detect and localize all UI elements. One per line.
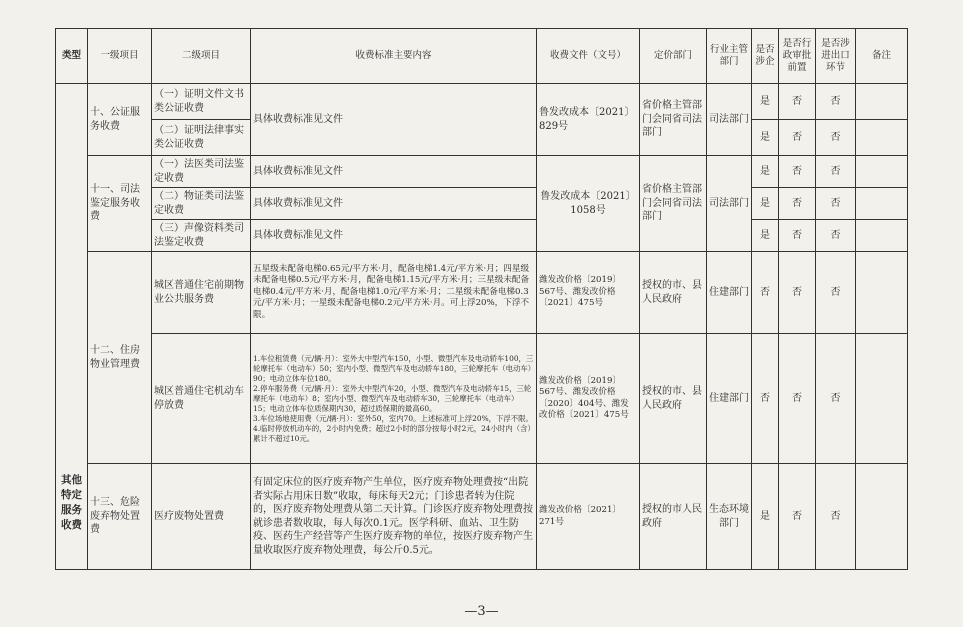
table-row [56, 252, 908, 334]
header-approval: 是否行政审批前置 [779, 29, 816, 84]
approval-cell: 否 [779, 156, 816, 188]
approval-cell: 否 [779, 464, 816, 570]
enterprise-cell: 是 [752, 84, 779, 120]
content-cell: 具体收费标准见文件 [251, 156, 537, 188]
doc-cell: 鲁发改成本〔2021〕829号 [537, 84, 640, 156]
dept-cell: 授权的市、县人民政府 [640, 252, 707, 334]
level2-cell: （三）声像资料类司法鉴定收费 [152, 220, 251, 252]
remarks-cell [856, 252, 908, 334]
header-dept: 定价部门 [640, 29, 707, 84]
doc-cell: 潍发改价格〔2021〕271号 [537, 464, 640, 570]
content-line: 4.临时停放机动车的，2小时内免费；超过2小时的部分按每小时2元，24小时内（含）累计不超过10元。 [253, 423, 532, 443]
industry-cell: 住建部门 [707, 252, 752, 334]
table-row [56, 220, 908, 252]
level1-cell: 十、公证服务收费 [88, 84, 152, 156]
dept-cell: 省价格主管部门会同省司法部门 [640, 156, 707, 252]
table-row [56, 464, 908, 570]
dept-cell: 授权的市、县人民政府 [640, 334, 707, 464]
header-level1: 一级项目 [88, 29, 152, 84]
header-row [56, 29, 908, 84]
level1-cell: 十一、司法鉴定服务收费 [88, 156, 152, 252]
content-line: 3.车位场地使用费（元/辆·月）：室外50，室内70。上述标准可上浮20%，下浮不限。 [253, 413, 533, 423]
approval-cell: 否 [779, 188, 816, 220]
enterprise-cell: 否 [752, 334, 779, 464]
import-export-cell: 否 [816, 156, 856, 188]
industry-cell: 司法部门 [707, 84, 752, 156]
table-row [56, 334, 908, 464]
fee-table [55, 28, 908, 570]
remarks-cell [856, 156, 908, 188]
import-export-cell: 否 [816, 220, 856, 252]
enterprise-cell: 是 [752, 156, 779, 188]
remarks-cell [856, 334, 908, 464]
import-export-cell: 否 [816, 188, 856, 220]
enterprise-cell: 否 [752, 252, 779, 334]
doc-cell: 潍发改价格〔2019〕567号、潍发改价格〔2020〕404号、潍发改价格〔2021〕475号 [537, 334, 640, 464]
import-export-cell: 否 [816, 334, 856, 464]
header-industry: 行业主管部门 [707, 29, 752, 84]
level2-cell: 医疗废物处置费 [152, 464, 251, 570]
enterprise-cell: 是 [752, 464, 779, 570]
level2-cell: （一）法医类司法鉴定收费 [152, 156, 251, 188]
level2-cell: 城区普通住宅机动车停放费 [152, 334, 251, 464]
category-cell: 其他特定服务收费 [56, 84, 88, 570]
level1-cell: 十三、危险废弃物处置费 [88, 464, 152, 570]
header-content: 收费标准主要内容 [251, 29, 537, 84]
header-doc: 收费文件（文号） [537, 29, 640, 84]
header-remarks: 备注 [856, 29, 908, 84]
header-import-export: 是否涉进出口环节 [816, 29, 856, 84]
enterprise-cell: 是 [752, 188, 779, 220]
level2-cell: 城区普通住宅前期物业公共服务费 [152, 252, 251, 334]
level1-cell: 十二、住房物业管理费 [88, 252, 152, 464]
industry-cell: 司法部门 [707, 156, 752, 252]
import-export-cell: 否 [816, 84, 856, 120]
doc-cell: 潍发改价格〔2019〕567号、潍发改价格〔2021〕475号 [537, 252, 640, 334]
content-cell: 具体收费标准见文件 [251, 188, 537, 220]
import-export-cell: 否 [816, 120, 856, 156]
enterprise-cell: 是 [752, 120, 779, 156]
approval-cell: 否 [779, 120, 816, 156]
content-cell [251, 334, 537, 464]
content-cell: 具体收费标准见文件 [251, 84, 537, 156]
content-cell: 有固定床位的医疗废弃物产生单位，医疗废弃物处理费按“出院者实际占用床日数”收取，每床每天2元；门诊患者转为住院的，医疗废弃物处理费从第二天计算。门诊医疗废弃物处理费按就诊患者数收取，每人每次0.1元。医学科研、血站、卫生防疫、医药生产经营等产生医疗废弃物的单位，按医疗废弃物产生量收取医疗废弃物处理费，每公斤0.5元。 [251, 464, 537, 570]
content-line: 1.车位租赁费（元/辆·月）：室外大中型汽车150，小型、微型汽车及电动轿车100，三轮摩托车（电动车）50；室内小型、微型汽车及电动轿车180，三轮摩托车（电动车）90；电动立体车位180。 [253, 353, 534, 383]
dept-cell: 授权的市人民政府 [640, 464, 707, 570]
header-type: 类型 [56, 29, 88, 84]
page-number: —3— [464, 604, 499, 619]
header-enterprise: 是否涉企 [752, 29, 779, 84]
remarks-cell [856, 84, 908, 120]
dept-cell: 省价格主管部门会同省司法部门 [640, 84, 707, 156]
approval-cell: 否 [779, 84, 816, 120]
import-export-cell: 否 [816, 464, 856, 570]
header-level2: 二级项目 [152, 29, 251, 84]
remarks-cell [856, 464, 908, 570]
table-row [56, 84, 908, 120]
content-line: 2.停车服务费（元/辆·月）：室外大中型汽车20，小型、微型汽车及电动轿车15，三轮摩托车（电动车）8；室内小型、微型汽车及电动轿车30，三轮摩托车（电动车）15；电动立体车位质保期内30，超过质保期的最高60。 [253, 383, 532, 413]
level2-cell: （二）证明法律事实类公证收费 [152, 120, 251, 156]
level2-cell: （二）物证类司法鉴定收费 [152, 188, 251, 220]
industry-cell: 住建部门 [707, 334, 752, 464]
doc-cell: 鲁发改成本〔2021〕1058号 [537, 156, 640, 252]
approval-cell: 否 [779, 220, 816, 252]
content-cell: 具体收费标准见文件 [251, 220, 537, 252]
approval-cell: 否 [779, 252, 816, 334]
approval-cell: 否 [779, 334, 816, 464]
import-export-cell: 否 [816, 252, 856, 334]
table-row [56, 156, 908, 188]
industry-cell: 生态环境部门 [707, 464, 752, 570]
enterprise-cell: 是 [752, 220, 779, 252]
content-cell: 五星级未配备电梯0.65元/平方米·月，配备电梯1.4元/平方米·月；四星级未配备电梯0.5元/平方米·月，配备电梯1.15元/平方米·月；三星级未配备电梯0.4元/平方米·月，配备电梯1.0元/平方米·月；二星级未配备电梯0.3元/平方米·月；一星级未配备电梯0.2元/平方米·月。可上浮20%，下浮不限。 [251, 252, 537, 334]
table-row [56, 188, 908, 220]
level2-cell: （一）证明文件文书类公证收费 [152, 84, 251, 120]
remarks-cell [856, 120, 908, 156]
remarks-cell [856, 220, 908, 252]
remarks-cell [856, 188, 908, 220]
